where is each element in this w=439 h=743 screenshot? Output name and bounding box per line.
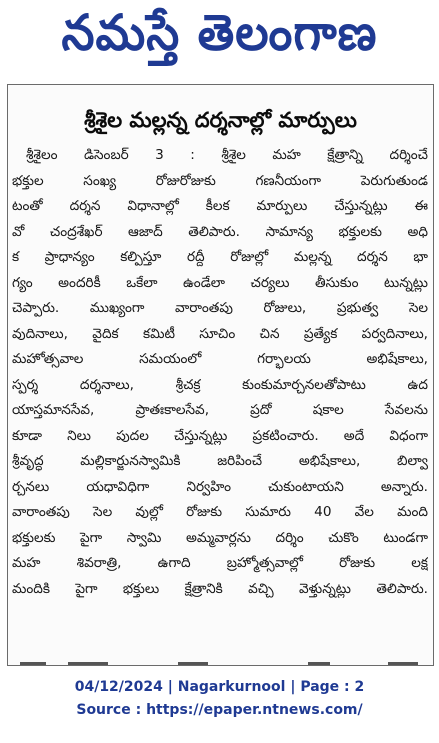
article-line: స్పర్శ దర్శనాలు, శ్రీచక్ర కుంకుమార్చనలతోపాటు ఉద — [12, 376, 428, 393]
article-line: ర్చనలు యధావిధిగా నిర్వహిం చుకుంటాయని అన్నారు. — [12, 478, 428, 495]
article-line: శ్రీవృద్ధ మల్లికార్జునస్వామికి జరిపించే అభిషేకాలు, బిల్వా — [12, 453, 428, 469]
article-line: కూడా నిలు పుదల చేస్తున్నట్లు ప్రకటించారు. అదే విధంగా — [12, 427, 428, 444]
article-clipping — [7, 84, 434, 666]
article-line: క ప్రాధాన్యం కల్పిస్తూ రద్దీ రోజుల్లో మల్లన్న దర్శన భా — [12, 249, 428, 265]
footer — [0, 676, 439, 722]
cropped-previous-article-fragment — [8, 85, 433, 101]
footer-edition-line: 04/12/2024 | Nagarkurnool | Page : 2 — [74, 679, 365, 695]
article-line: గ్యం అందరికీ ఒకేలా ఉండేలా చర్యలు తీసుకుం టున్నట్లు — [12, 274, 428, 291]
article-line: మహ శివరాత్రి, ఉగాది బ్రహ్మోత్సవాల్లో రోజుకు లక్ష — [12, 555, 428, 571]
article-line: చెప్పారు. ముఖ్యంగా వారాంతపు రోజులు, ప్రభుత్వ సెల — [12, 300, 428, 316]
article-body — [12, 143, 428, 602]
article-line: భక్తుల సంఖ్య రోజురోజుకు గణనీయంగా పెరుగుతుండ — [12, 172, 428, 189]
article-line: శ్రీశైలం డిసెంబర్ 3 : శ్రీశైల మహ క్షేత్రాన్ని దర్శించే — [26, 147, 428, 163]
footer-source-line: Source : https://epaper.ntnews.com/ — [76, 702, 363, 718]
article-line: వో చంద్రశేఖర్ ఆజాద్ తెలిపారు. సామాన్య భక్తులకు అధి — [12, 223, 428, 240]
article-line: వుదినాలు, వైదిక కమిటీ సూచిం చిన ప్రత్యేక పర్వదినాలు, — [12, 325, 428, 342]
article-line: భక్తులకు పైగా స్వామి అమ్మవార్లను దర్శిం చుకొం టుండగా — [12, 529, 428, 546]
article-headline: శ్రీశైల మల్లన్న దర్శనాల్లో మార్పులు — [84, 108, 357, 132]
newspaper-masthead — [0, 0, 439, 78]
article-line: మందికి పైగా భక్తులు క్షేత్రానికి వచ్చి వెళ్తున్నట్లు తెలిపారు. — [12, 580, 428, 597]
article-line: వారాంతపు సెల వుల్లో రోజుకు సుమారు 40 వేల మంది — [12, 504, 428, 520]
article-line: టంతో దర్శన విధానాల్లో కీలక మార్పులు చేస్తున్నట్లు ఈ — [12, 198, 428, 214]
article-line: యాస్తమానసేవ, ప్రాతఃకాలసేవ, ప్రదో షకాల సేవలను — [12, 402, 428, 418]
article-line: మహోత్సవాల సమయంలో గర్భాలయ అభిషేకాలు, — [12, 351, 428, 367]
masthead-title: నమస్తే తెలంగాణ — [61, 4, 378, 63]
cropped-next-article-fragment — [8, 659, 433, 665]
